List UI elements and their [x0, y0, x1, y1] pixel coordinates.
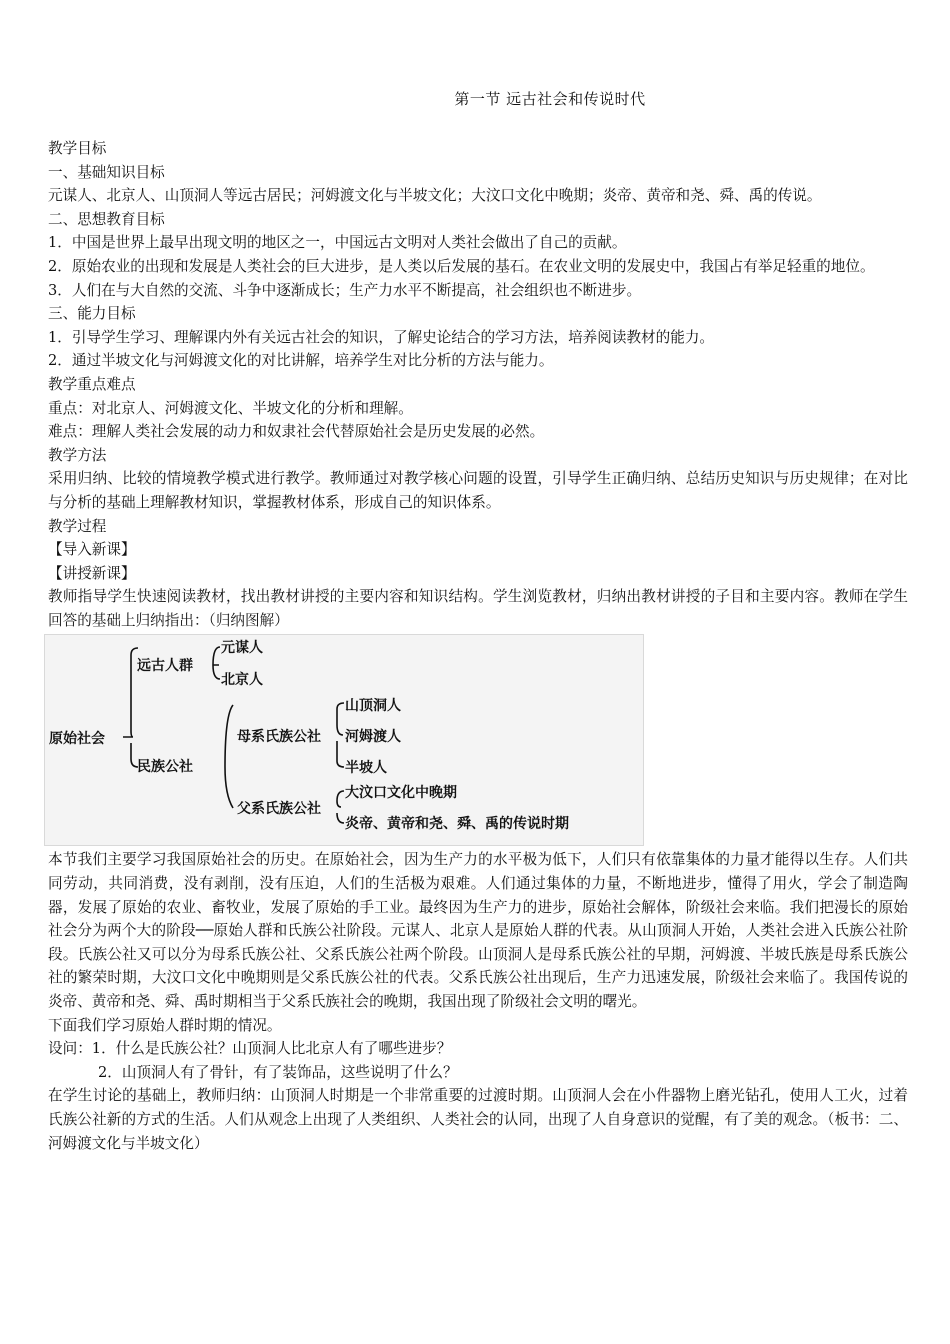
paragraph: 难点：理解人类社会发展的动力和奴隶社会代替原始社会是历史发展的必然。	[48, 423, 545, 441]
heading-basic-knowledge: 一、基础知识目标	[48, 163, 165, 181]
list-item: 3．人们在与大自然的交流、斗争中逐渐成长；生产力水平不断提高，社会组织也不断进步。	[48, 281, 642, 299]
paragraph: 教师指导学生快速阅读教材，找出教材讲授的主要内容和知识结构。学生浏览教材，归纳出教材讲授的子目和主要内容。教师在学生回答的基础上归纳指出：（归纳图解）	[48, 588, 908, 629]
paragraph: 在学生讨论的基础上，教师归纳：山顶洞人时期是一个非常重要的过渡时期。山顶洞人会在小件器物上磨光钻孔，使用人工火，过着氏族公社新的方式的生活。人们从观念上出现了人类组织、人类社会的认同，出现了人自身意识的觉醒，有了美的观念。（板书：二、河姆渡文化与半坡文化）	[48, 1087, 908, 1152]
diagram-root: 原始社会	[49, 731, 105, 748]
paragraph: 本节我们主要学习我国原始社会的历史。在原始社会，因为生产力的水平极为低下，人们只有依靠集体的力量才能得以生存。人们共同劳动，共同消费，没有剥削，没有压迫，人们的生活极为艰难。人们通过集体的力量，不断地进步，懂得了用火，学会了制造陶器，发展了原始的农业、畜牧业，发展了原始的手工业。最终因为生产力的进步，原始社会解体，阶级社会来临。我们把漫长的原始社会分为两个大的阶段──原始人群和氏族公社阶段。元谋人、北京人是原始人群的代表。从山顶洞人开始，人类社会进入氏族公社阶段。氏族公社又可以分为母系氏族公社、父系氏族公社两个阶段。山顶洞人是母系氏族公社的早期，河姆渡、半坡氏族是母系氏族公社的繁荣时期，大汶口文化中晚期则是父系氏族公社的代表。父系氏族公社出现后，生产力迅速发展，阶级社会来临了。我国传说的炎帝、黄帝和尧、舜、禹时期相当于父系氏族社会的晚期，我国出现了阶级社会文明的曙光。	[48, 851, 908, 1011]
list-item: 1．引导学生学习、理解课内外有关远古社会的知识，了解史论结合的学习方法，培养阅读教材的能力。	[48, 328, 715, 346]
page-title: 第一节 远古社会和传说时代	[454, 90, 646, 108]
diagram-group-1: 远古人群	[137, 658, 193, 675]
question: 2．山顶洞人有了骨针，有了装饰品，这些说明了什么？	[98, 1063, 458, 1081]
diagram-item: 北京人	[221, 672, 263, 689]
section-label: 【讲授新课】	[48, 564, 136, 582]
diagram-item: 炎帝、黄帝和尧、舜、禹的传说时期	[345, 816, 569, 833]
paragraph: 采用归纳、比较的情境教学模式进行教学。教师通过对教学核心问题的设置，引导学生正确归纳、总结历史知识与历史规律；在对比与分析的基础上理解教材知识，掌握教材体系，形成自己的知识体系。	[48, 470, 908, 511]
heading-key-points: 教学重点难点	[48, 375, 136, 393]
paragraph: 元谋人、北京人、山顶洞人等远古居民；河姆渡文化与半坡文化；大汶口文化中晚期；炎帝、黄帝和尧、舜、禹的传说。	[48, 187, 822, 205]
structure-diagram	[44, 634, 644, 846]
list-item: 2．原始农业的出现和发展是人类社会的巨大进步，是人类以后发展的基石。在农业文明的发展史中，我国占有举足轻重的地位。	[48, 257, 875, 275]
heading-ideology: 二、思想教育目标	[48, 210, 165, 228]
diagram-item: 半坡人	[345, 760, 387, 777]
diagram-sub-2: 父系氏族公社	[237, 801, 321, 818]
section-label: 【导入新课】	[48, 541, 136, 559]
diagram-item: 山顶洞人	[345, 698, 401, 715]
heading-teaching-goals: 教学目标	[48, 140, 107, 157]
paragraph: 重点：对北京人、河姆渡文化、半坡文化的分析和理解。	[48, 399, 413, 417]
document-body	[48, 137, 908, 1155]
diagram-sub-1: 母系氏族公社	[237, 729, 321, 746]
heading-method: 教学方法	[48, 446, 107, 464]
diagram-item: 元谋人	[221, 640, 263, 657]
diagram-item: 大汶口文化中晚期	[345, 785, 457, 802]
paragraph: 下面我们学习原始人群时期的情况。	[48, 1016, 282, 1034]
list-item: 2．通过半坡文化与河姆渡文化的对比讲解，培养学生对比分析的方法与能力。	[48, 352, 554, 370]
list-item: 1．中国是世界上最早出现文明的地区之一，中国远古文明对人类社会做出了自己的贡献。	[48, 234, 627, 252]
heading-ability: 三、能力目标	[48, 305, 136, 323]
diagram-group-2: 民族公社	[137, 759, 193, 776]
question: 设问：1．什么是氏族公社？山顶洞人比北京人有了哪些进步？	[48, 1040, 452, 1058]
heading-process: 教学过程	[48, 517, 107, 535]
diagram-item: 河姆渡人	[345, 729, 401, 746]
